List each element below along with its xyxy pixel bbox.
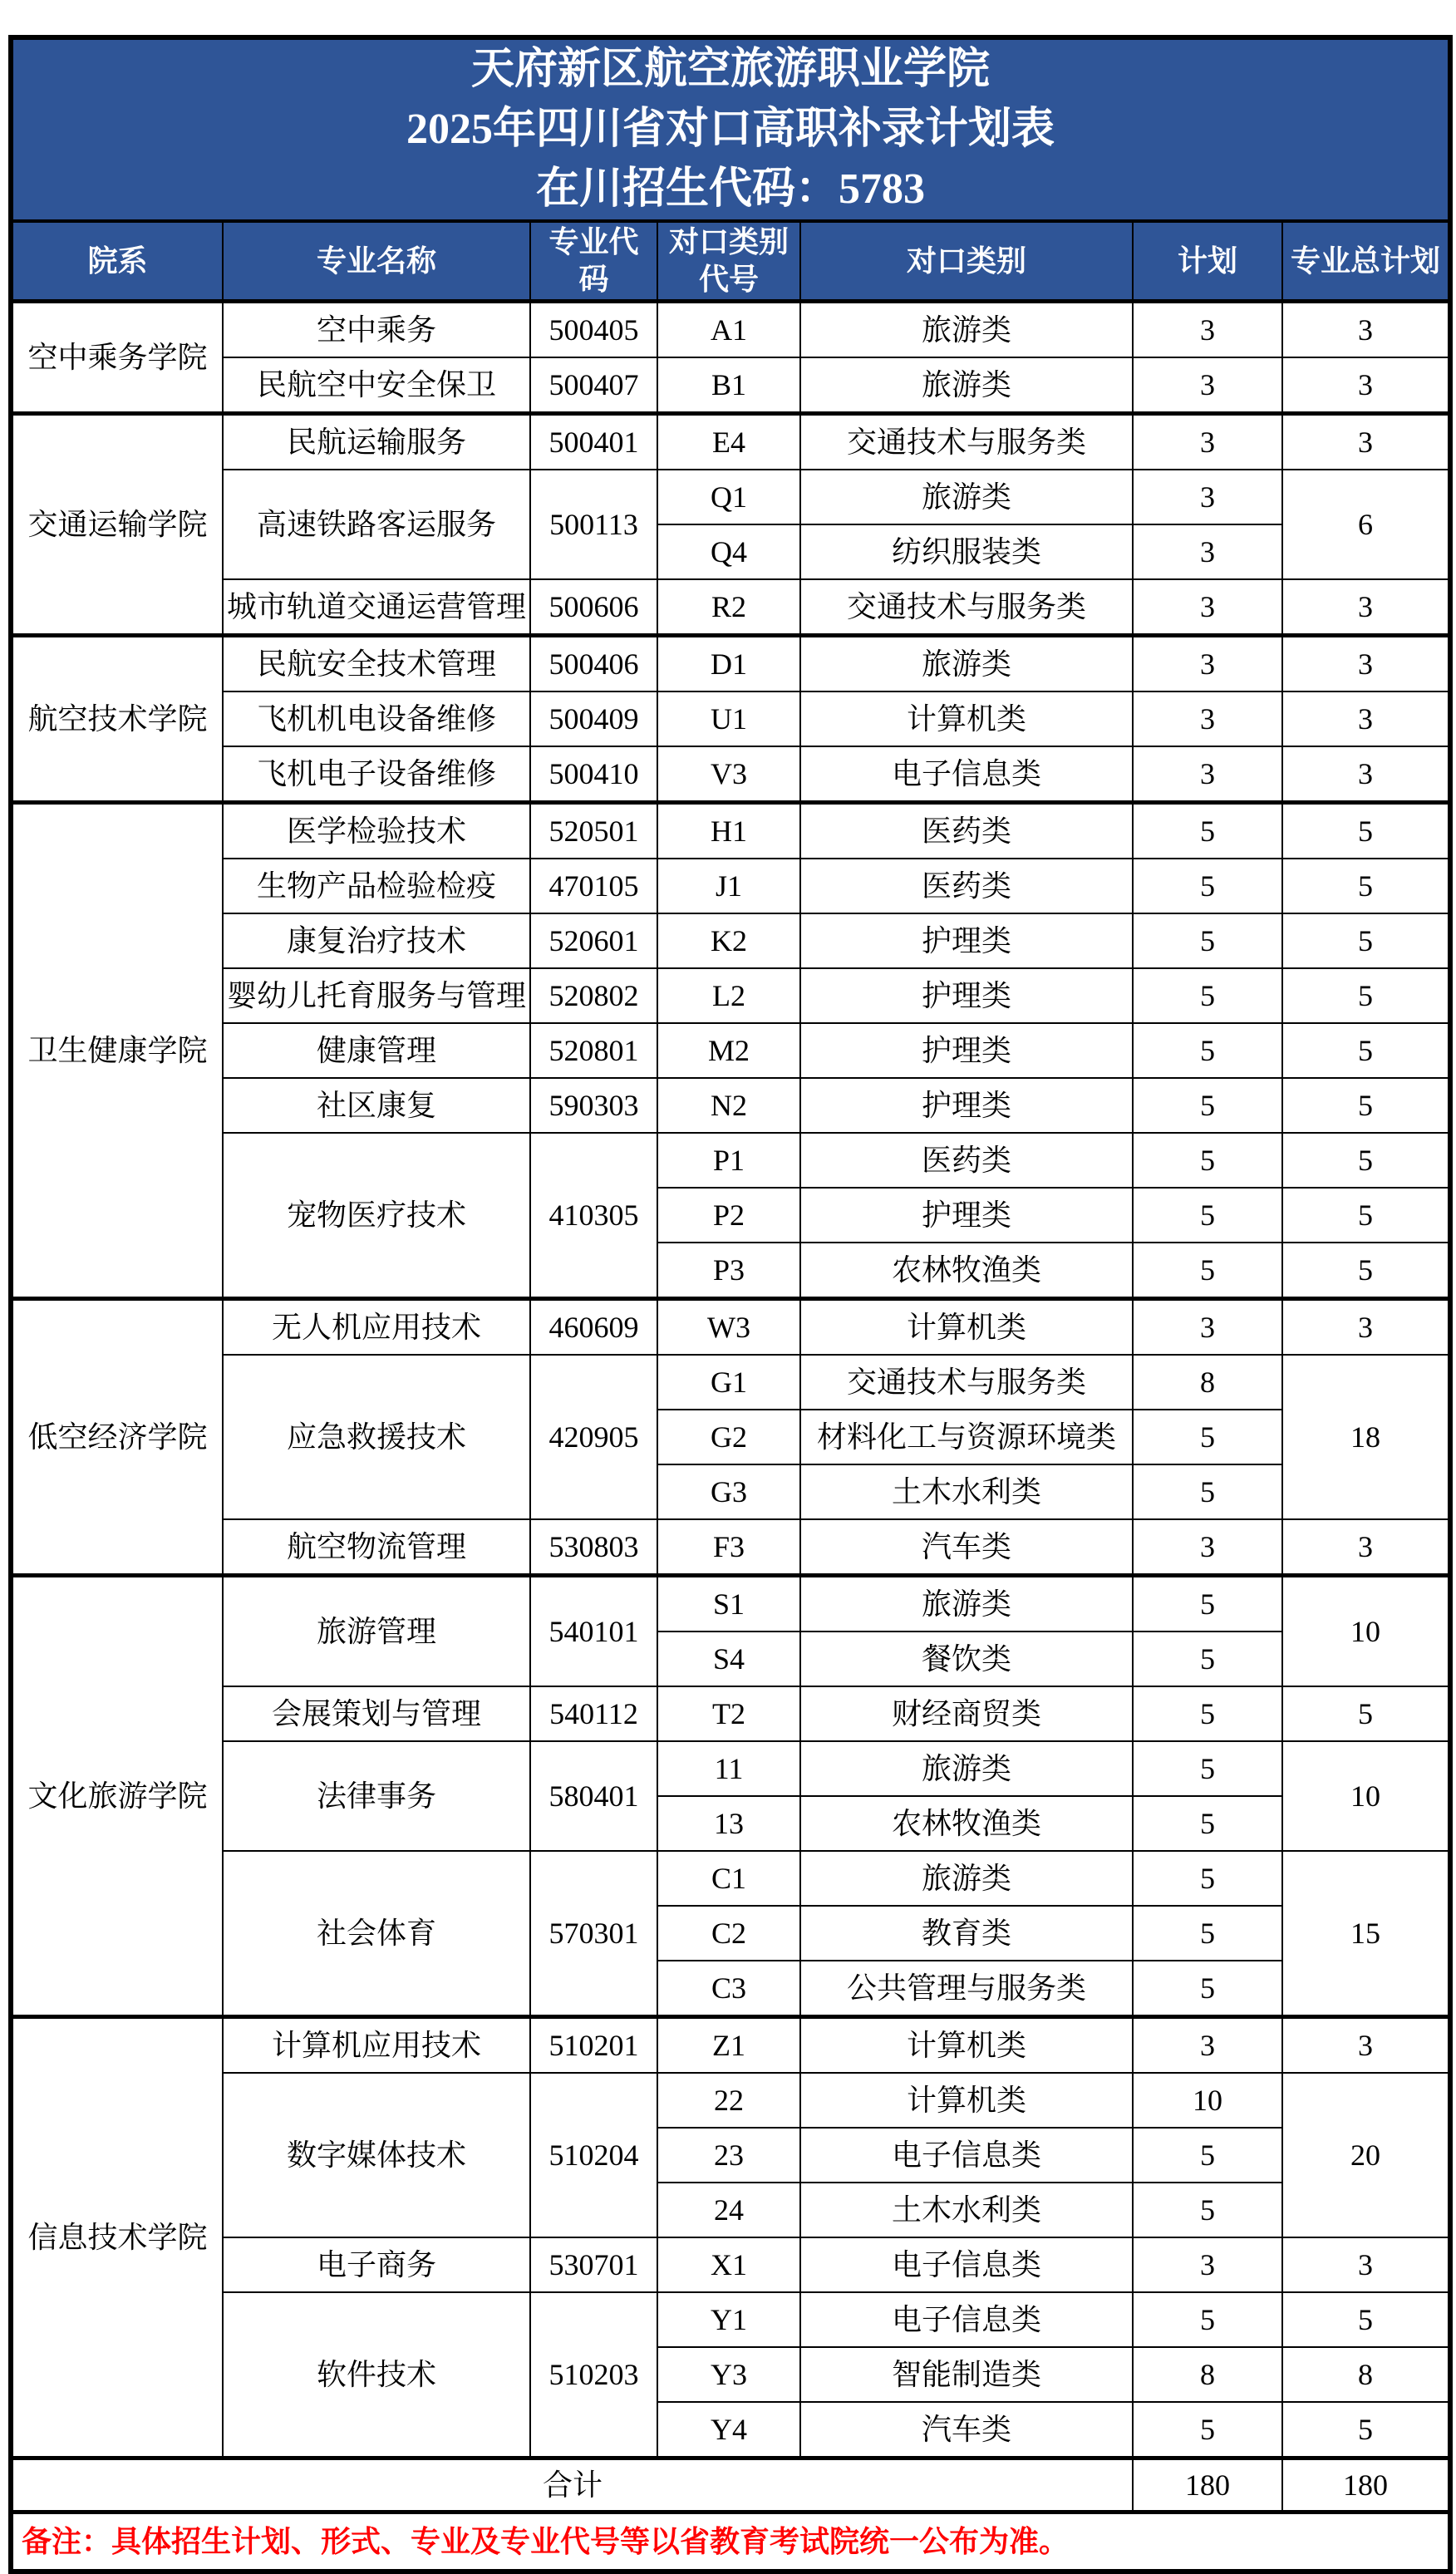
major-total-cell: 18 [1282, 1355, 1450, 1519]
category-code-cell: C1 [657, 1851, 800, 1906]
table-row [11, 357, 1450, 414]
category-cell: 纺织服装类 [800, 524, 1133, 579]
category-cell: 计算机类 [800, 1299, 1133, 1356]
table-row [11, 913, 1450, 968]
title-line-college: 天府新区航空旅游职业学院 [471, 46, 991, 93]
major-total-cell: 3 [1282, 2237, 1450, 2292]
major-name-cell: 民航空中安全保卫 [223, 357, 530, 414]
entry-total-cell: 5 [1282, 1133, 1450, 1188]
plan-cell: 3 [1133, 1299, 1282, 1356]
plan-cell: 3 [1133, 524, 1282, 579]
major-name-cell: 飞机机电设备维修 [223, 691, 530, 746]
category-code-cell: Q1 [657, 470, 800, 524]
major-name-cell: 软件技术 [223, 2292, 530, 2458]
plan-cell: 3 [1133, 2237, 1282, 2292]
category-code-cell: P2 [657, 1188, 800, 1243]
category-code-cell: Z1 [657, 2017, 800, 2074]
major-name-cell: 社会体育 [223, 1851, 530, 2017]
category-cell: 交通技术与服务类 [800, 579, 1133, 636]
category-code-cell: 13 [657, 1796, 800, 1851]
category-cell: 护理类 [800, 1188, 1133, 1243]
major-code-cell: 500406 [530, 636, 657, 692]
table-row [11, 579, 1450, 636]
category-cell: 计算机类 [800, 2017, 1133, 2074]
major-name-cell: 旅游管理 [223, 1576, 530, 1687]
major-name-cell: 社区康复 [223, 1078, 530, 1133]
column-header-4: 对口类别 [800, 221, 1133, 302]
column-header-0: 院系 [11, 221, 223, 302]
title-row [11, 37, 1450, 221]
college-cell: 低空经济学院 [11, 1299, 223, 1576]
category-code-cell: W3 [657, 1299, 800, 1356]
table-row [11, 1851, 1450, 1906]
table-row [11, 2017, 1450, 2074]
category-cell: 旅游类 [800, 357, 1133, 414]
table-row [11, 1023, 1450, 1078]
major-name-cell: 会展策划与管理 [223, 1686, 530, 1741]
major-code-cell: 510203 [530, 2292, 657, 2458]
major-name-cell: 电子商务 [223, 2237, 530, 2292]
table-row [11, 1686, 1450, 1741]
major-code-cell: 520802 [530, 968, 657, 1023]
major-code-cell: 530701 [530, 2237, 657, 2292]
category-code-cell: V3 [657, 746, 800, 803]
major-name-cell: 婴幼儿托育服务与管理 [223, 968, 530, 1023]
major-total-cell: 5 [1282, 1078, 1450, 1133]
table-row [11, 414, 1450, 470]
plan-cell: 5 [1133, 1686, 1282, 1741]
category-cell: 农林牧渔类 [800, 1243, 1133, 1299]
major-name-cell: 高速铁路客运服务 [223, 470, 530, 579]
major-total-cell: 20 [1282, 2073, 1450, 2237]
plan-cell: 5 [1133, 1133, 1282, 1188]
category-cell: 医药类 [800, 859, 1133, 913]
major-total-cell: 3 [1282, 691, 1450, 746]
category-cell: 旅游类 [800, 1741, 1133, 1796]
category-code-cell: Y4 [657, 2402, 800, 2458]
plan-cell: 5 [1133, 2292, 1282, 2347]
note-text: 备注：具体招生计划、形式、专业及专业代号等以省教育考试院统一公布为准。 [11, 2512, 1450, 2572]
major-total-cell: 3 [1282, 302, 1450, 358]
category-code-cell: B1 [657, 357, 800, 414]
category-cell: 护理类 [800, 1078, 1133, 1133]
category-code-cell: X1 [657, 2237, 800, 2292]
category-cell: 计算机类 [800, 2073, 1133, 2128]
category-code-cell: S1 [657, 1576, 800, 1632]
major-code-cell: 470105 [530, 859, 657, 913]
category-code-cell: D1 [657, 636, 800, 692]
plan-cell: 10 [1133, 2073, 1282, 2128]
major-code-cell: 520801 [530, 1023, 657, 1078]
major-code-cell: 570301 [530, 1851, 657, 2017]
category-cell: 电子信息类 [800, 746, 1133, 803]
category-cell: 旅游类 [800, 636, 1133, 692]
category-code-cell: F3 [657, 1519, 800, 1576]
plan-cell: 5 [1133, 1741, 1282, 1796]
title-line-plan: 2025年四川省对口高职补录计划表 [406, 106, 1055, 153]
category-code-cell: G3 [657, 1464, 800, 1519]
table-row [11, 1576, 1450, 1632]
title-line-code: 在川招生代码：5783 [536, 165, 926, 213]
category-code-cell: 24 [657, 2183, 800, 2237]
major-name-cell: 宠物医疗技术 [223, 1133, 530, 1299]
major-name-cell: 医学检验技术 [223, 803, 530, 859]
category-code-cell: L2 [657, 968, 800, 1023]
major-total-cell: 5 [1282, 1023, 1450, 1078]
plan-cell: 5 [1133, 968, 1282, 1023]
category-cell: 护理类 [800, 913, 1133, 968]
major-code-cell: 530803 [530, 1519, 657, 1576]
category-cell: 智能制造类 [800, 2347, 1133, 2402]
category-code-cell: R2 [657, 579, 800, 636]
plan-cell: 5 [1133, 859, 1282, 913]
table-row [11, 859, 1450, 913]
major-total-cell: 3 [1282, 1299, 1450, 1356]
major-total-cell: 5 [1282, 913, 1450, 968]
summary-plan-value: 180 [1133, 2458, 1282, 2512]
plan-cell: 5 [1133, 1632, 1282, 1686]
major-total-cell: 5 [1282, 859, 1450, 913]
category-cell: 旅游类 [800, 1851, 1133, 1906]
table-row [11, 1133, 1450, 1188]
college-cell: 航空技术学院 [11, 636, 223, 803]
category-code-cell: 22 [657, 2073, 800, 2128]
category-cell: 交通技术与服务类 [800, 1355, 1133, 1410]
table-row [11, 691, 1450, 746]
plan-cell: 8 [1133, 1355, 1282, 1410]
column-header-5: 计划 [1133, 221, 1282, 302]
plan-cell: 5 [1133, 1464, 1282, 1519]
category-cell: 财经商贸类 [800, 1686, 1133, 1741]
major-code-cell: 420905 [530, 1355, 657, 1519]
major-name-cell: 健康管理 [223, 1023, 530, 1078]
category-cell: 旅游类 [800, 302, 1133, 358]
major-code-cell: 510204 [530, 2073, 657, 2237]
major-code-cell: 500401 [530, 414, 657, 470]
category-cell: 旅游类 [800, 1576, 1133, 1632]
college-cell: 卫生健康学院 [11, 803, 223, 1299]
major-code-cell: 500409 [530, 691, 657, 746]
category-code-cell: P1 [657, 1133, 800, 1188]
plan-cell: 5 [1133, 1188, 1282, 1243]
category-code-cell: P3 [657, 1243, 800, 1299]
major-name-cell: 法律事务 [223, 1741, 530, 1851]
plan-cell: 5 [1133, 1851, 1282, 1906]
category-code-cell: G2 [657, 1410, 800, 1464]
major-name-cell: 无人机应用技术 [223, 1299, 530, 1356]
category-code-cell: Q4 [657, 524, 800, 579]
category-cell: 土木水利类 [800, 1464, 1133, 1519]
major-name-cell: 计算机应用技术 [223, 2017, 530, 2074]
major-name-cell: 飞机电子设备维修 [223, 746, 530, 803]
major-total-cell: 3 [1282, 1519, 1450, 1576]
major-code-cell: 540101 [530, 1576, 657, 1687]
major-code-cell: 520501 [530, 803, 657, 859]
plan-cell: 5 [1133, 1961, 1282, 2017]
entry-total-cell: 8 [1282, 2347, 1450, 2402]
major-code-cell: 410305 [530, 1133, 657, 1299]
plan-cell: 3 [1133, 414, 1282, 470]
category-cell: 餐饮类 [800, 1632, 1133, 1686]
enrollment-plan-table [8, 35, 1453, 2574]
entry-total-cell: 5 [1282, 1243, 1450, 1299]
major-total-cell: 3 [1282, 636, 1450, 692]
column-header-2: 专业代码 [530, 221, 657, 302]
college-cell: 空中乘务学院 [11, 302, 223, 414]
plan-cell: 5 [1133, 1410, 1282, 1464]
category-cell: 汽车类 [800, 1519, 1133, 1576]
category-code-cell: N2 [657, 1078, 800, 1133]
major-total-cell: 15 [1282, 1851, 1450, 2017]
plan-cell: 3 [1133, 357, 1282, 414]
column-header-1: 专业名称 [223, 221, 530, 302]
plan-cell: 5 [1133, 2128, 1282, 2183]
category-cell: 护理类 [800, 968, 1133, 1023]
major-code-cell: 460609 [530, 1299, 657, 1356]
table-row [11, 1519, 1450, 1576]
category-code-cell: G1 [657, 1355, 800, 1410]
category-code-cell: Y3 [657, 2347, 800, 2402]
major-total-cell: 5 [1282, 803, 1450, 859]
major-name-cell: 数字媒体技术 [223, 2073, 530, 2237]
plan-cell: 5 [1133, 913, 1282, 968]
major-name-cell: 航空物流管理 [223, 1519, 530, 1576]
table-row [11, 302, 1450, 358]
category-code-cell: U1 [657, 691, 800, 746]
table-row [11, 1355, 1450, 1410]
table-row [11, 968, 1450, 1023]
plan-cell: 3 [1133, 746, 1282, 803]
major-total-cell: 3 [1282, 414, 1450, 470]
major-code-cell: 500410 [530, 746, 657, 803]
plan-cell: 3 [1133, 1519, 1282, 1576]
column-header-3: 对口类别代号 [657, 221, 800, 302]
major-name-cell: 民航安全技术管理 [223, 636, 530, 692]
category-code-cell: S4 [657, 1632, 800, 1686]
plan-cell: 5 [1133, 1796, 1282, 1851]
column-header-row [11, 221, 1450, 302]
major-total-cell: 3 [1282, 579, 1450, 636]
college-cell: 文化旅游学院 [11, 1576, 223, 2017]
major-code-cell: 580401 [530, 1741, 657, 1851]
category-cell: 计算机类 [800, 691, 1133, 746]
table-body [11, 302, 1450, 2458]
major-total-cell: 3 [1282, 2017, 1450, 2074]
major-total-cell: 3 [1282, 746, 1450, 803]
category-cell: 公共管理与服务类 [800, 1961, 1133, 2017]
plan-cell: 5 [1133, 2402, 1282, 2458]
plan-cell: 5 [1133, 1243, 1282, 1299]
table-row [11, 803, 1450, 859]
plan-cell: 5 [1133, 2183, 1282, 2237]
category-code-cell: T2 [657, 1686, 800, 1741]
plan-cell: 3 [1133, 302, 1282, 358]
table-row [11, 1078, 1450, 1133]
table-row [11, 2237, 1450, 2292]
major-total-cell: 5 [1282, 1686, 1450, 1741]
major-code-cell: 500606 [530, 579, 657, 636]
major-total-cell: 10 [1282, 1741, 1450, 1851]
table-row [11, 1741, 1450, 1796]
category-code-cell: M2 [657, 1023, 800, 1078]
plan-cell: 5 [1133, 1576, 1282, 1632]
major-total-cell: 5 [1282, 968, 1450, 1023]
plan-cell: 5 [1133, 1023, 1282, 1078]
category-cell: 护理类 [800, 1023, 1133, 1078]
category-cell: 材料化工与资源环境类 [800, 1410, 1133, 1464]
entry-total-cell: 5 [1282, 2402, 1450, 2458]
plan-cell: 3 [1133, 579, 1282, 636]
table-row [11, 470, 1450, 524]
major-code-cell: 520601 [530, 913, 657, 968]
category-cell: 电子信息类 [800, 2128, 1133, 2183]
table-row [11, 636, 1450, 692]
major-total-cell: 6 [1282, 470, 1450, 579]
major-code-cell: 590303 [530, 1078, 657, 1133]
major-code-cell: 500405 [530, 302, 657, 358]
category-code-cell: K2 [657, 913, 800, 968]
table-row [11, 1299, 1450, 1356]
plan-cell: 3 [1133, 2017, 1282, 2074]
column-header-6: 专业总计划 [1282, 221, 1450, 302]
college-cell: 交通运输学院 [11, 414, 223, 636]
category-cell: 汽车类 [800, 2402, 1133, 2458]
category-cell: 旅游类 [800, 470, 1133, 524]
category-cell: 教育类 [800, 1906, 1133, 1961]
major-name-cell: 城市轨道交通运营管理 [223, 579, 530, 636]
major-name-cell: 生物产品检验检疫 [223, 859, 530, 913]
summary-label: 合计 [11, 2458, 1133, 2512]
category-cell: 医药类 [800, 1133, 1133, 1188]
category-code-cell: E4 [657, 414, 800, 470]
major-total-cell: 10 [1282, 1576, 1450, 1687]
major-name-cell: 应急救援技术 [223, 1355, 530, 1519]
major-code-cell: 510201 [530, 2017, 657, 2074]
note-row [11, 2512, 1450, 2572]
category-code-cell: A1 [657, 302, 800, 358]
table-row [11, 2073, 1450, 2128]
plan-cell: 5 [1133, 1906, 1282, 1961]
category-code-cell: J1 [657, 859, 800, 913]
category-code-cell: C3 [657, 1961, 800, 2017]
major-code-cell: 540112 [530, 1686, 657, 1741]
category-cell: 交通技术与服务类 [800, 414, 1133, 470]
category-code-cell: C2 [657, 1906, 800, 1961]
major-name-cell: 康复治疗技术 [223, 913, 530, 968]
college-cell: 信息技术学院 [11, 2017, 223, 2458]
category-code-cell: H1 [657, 803, 800, 859]
category-code-cell: Y1 [657, 2292, 800, 2347]
major-code-cell: 500113 [530, 470, 657, 579]
category-cell: 医药类 [800, 803, 1133, 859]
entry-total-cell: 5 [1282, 2292, 1450, 2347]
summary-row [11, 2458, 1450, 2512]
category-code-cell: 11 [657, 1741, 800, 1796]
category-cell: 电子信息类 [800, 2292, 1133, 2347]
plan-cell: 5 [1133, 803, 1282, 859]
plan-cell: 3 [1133, 470, 1282, 524]
category-cell: 农林牧渔类 [800, 1796, 1133, 1851]
plan-cell: 8 [1133, 2347, 1282, 2402]
plan-cell: 3 [1133, 636, 1282, 692]
category-cell: 电子信息类 [800, 2237, 1133, 2292]
plan-cell: 3 [1133, 691, 1282, 746]
major-name-cell: 空中乘务 [223, 302, 530, 358]
category-cell: 土木水利类 [800, 2183, 1133, 2237]
category-code-cell: 23 [657, 2128, 800, 2183]
table-title [11, 37, 1450, 221]
major-code-cell: 500407 [530, 357, 657, 414]
summary-total-value: 180 [1282, 2458, 1450, 2512]
table-row [11, 2292, 1450, 2347]
plan-cell: 5 [1133, 1078, 1282, 1133]
major-name-cell: 民航运输服务 [223, 414, 530, 470]
table-row [11, 746, 1450, 803]
major-total-cell: 3 [1282, 357, 1450, 414]
entry-total-cell: 5 [1282, 1188, 1450, 1243]
